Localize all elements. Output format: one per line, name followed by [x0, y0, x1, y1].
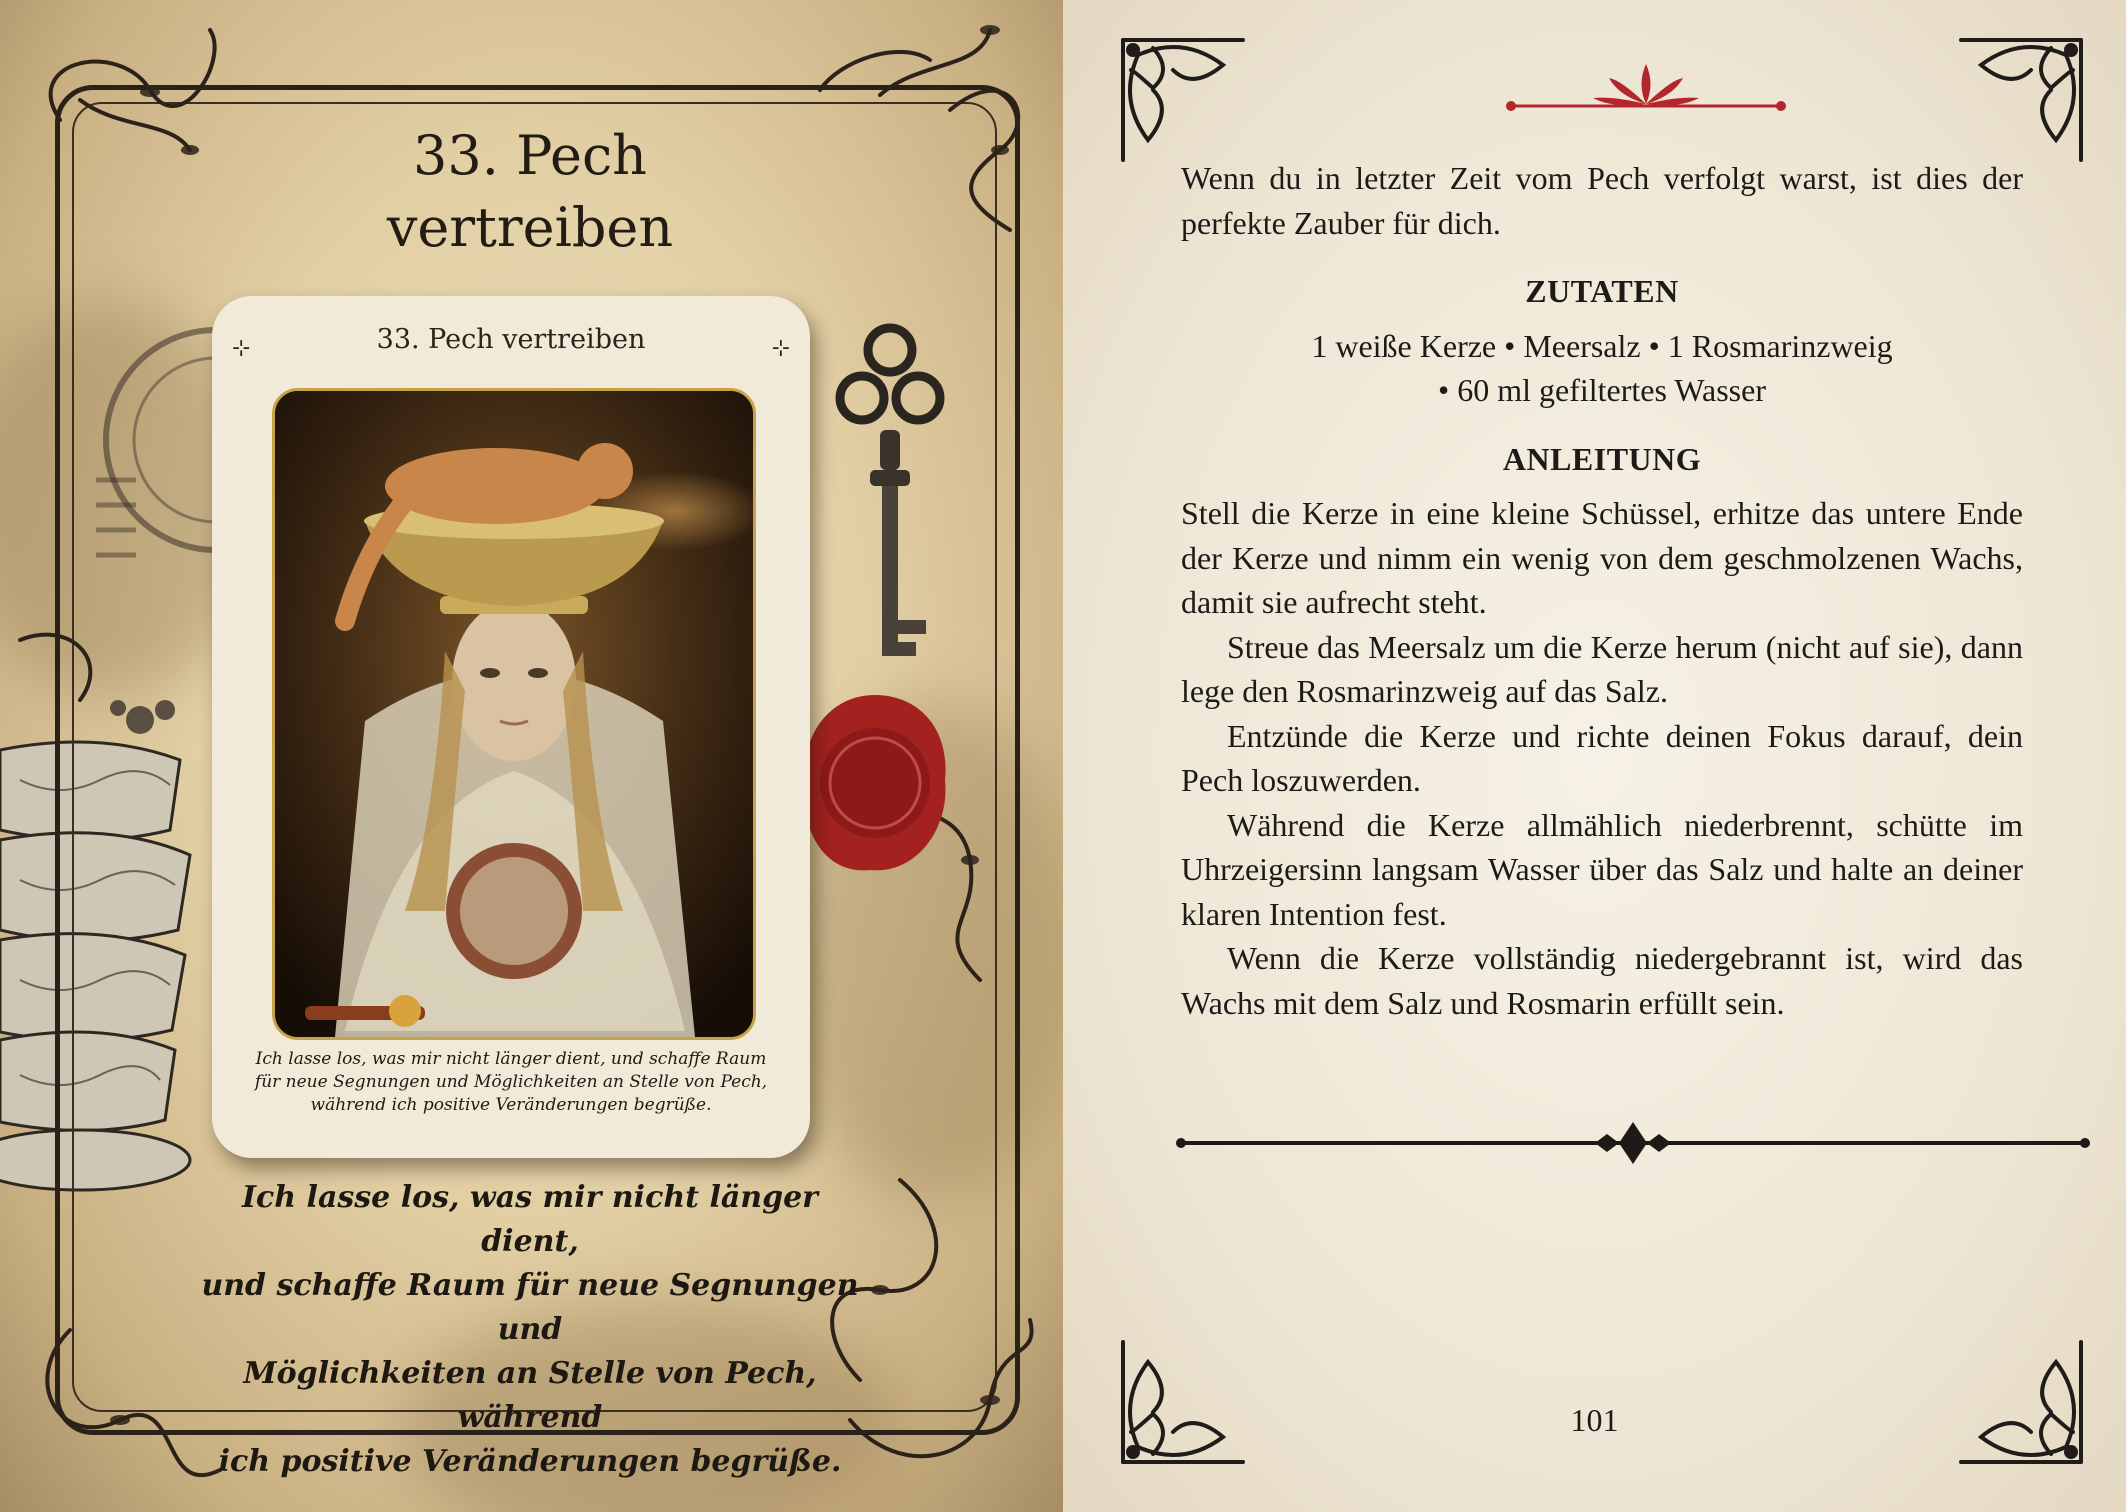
affirmation-text	[190, 1176, 870, 1484]
affirmation-line: und schaffe Raum für neue Segnungen und	[201, 1268, 859, 1347]
ingredients-line: 1 weiße Kerze • Meersalz • 1 Rosmarinzweig	[1311, 327, 1893, 364]
affirmation-line: Möglichkeiten an Stelle von Pech, während	[243, 1356, 817, 1435]
intro-paragraph: Wenn du in letzter Zeit vom Pech verfolgt warst, ist dies der perfekte Zauber für dich.	[1181, 160, 2023, 241]
instruction-paragraph: Entzünde die Kerze und richte deinen Fokus darauf, dein Pech loszuwerden.	[1181, 717, 2023, 798]
key-icon	[830, 320, 950, 690]
page-title-line: 33. Pech	[413, 124, 647, 187]
instruction-paragraph: Streue das Meersalz um die Kerze herum (nicht auf sie), dann lege den Rosmarinzweig auf das Salz.	[1181, 628, 2023, 709]
diamond-divider-icon	[1175, 1118, 2091, 1168]
page-title-line: vertreiben	[386, 196, 674, 259]
lotus-ornament-icon	[1501, 60, 1791, 120]
wax-seal-icon	[800, 690, 950, 880]
affirmation-line: ich positive Veränderungen begrüße.	[218, 1444, 842, 1479]
instructions-heading: ANLEITUNG	[1502, 440, 1702, 477]
ingredients-heading: ZUTATEN	[1525, 273, 1679, 309]
card-artwork	[272, 388, 756, 1040]
right-page	[1063, 0, 2126, 1512]
corner-flourish-icon	[1951, 30, 2091, 170]
oracle-card	[212, 296, 810, 1158]
instruction-paragraph: Während die Kerze allmählich niederbrennt, schütte im Uhrzeigersinn langsam Wasser über das Salz und halte an deiner klaren Intention fest.	[1181, 806, 2023, 932]
card-illustration	[275, 391, 753, 1037]
recipe-text	[1181, 156, 2023, 1025]
card-caption: Ich lasse los, was mir nicht länger dient, und schaffe Raum für neue Segnungen und Möglichkeiten an Stelle von Pech, während ich positive Veränderungen begrüße.	[254, 1049, 768, 1115]
page-title	[300, 120, 760, 264]
card-title: 33. Pech vertreiben	[376, 324, 646, 355]
instruction-paragraph: Wenn die Kerze vollständig niedergebrannt ist, wird das Wachs mit dem Salz und Rosmarin erfüllt sein.	[1181, 940, 2023, 1021]
instruction-paragraph: Stell die Kerze in eine kleine Schüssel, erhitze das untere Ende der Kerze und nimm ein wenig von dem geschmolzenen Wachs, damit sie aufrecht steht.	[1181, 495, 2023, 620]
page-number: 101	[1570, 1402, 1619, 1438]
flourish-left-icon: ⊹	[232, 336, 251, 361]
ingredients-line: • 60 ml gefiltertes Wasser	[1438, 372, 1766, 408]
flourish-right-icon: ⊹	[771, 336, 790, 361]
corner-flourish-icon	[1113, 30, 1253, 170]
affirmation-line: Ich lasse los, was mir nicht länger dient,	[242, 1180, 818, 1259]
